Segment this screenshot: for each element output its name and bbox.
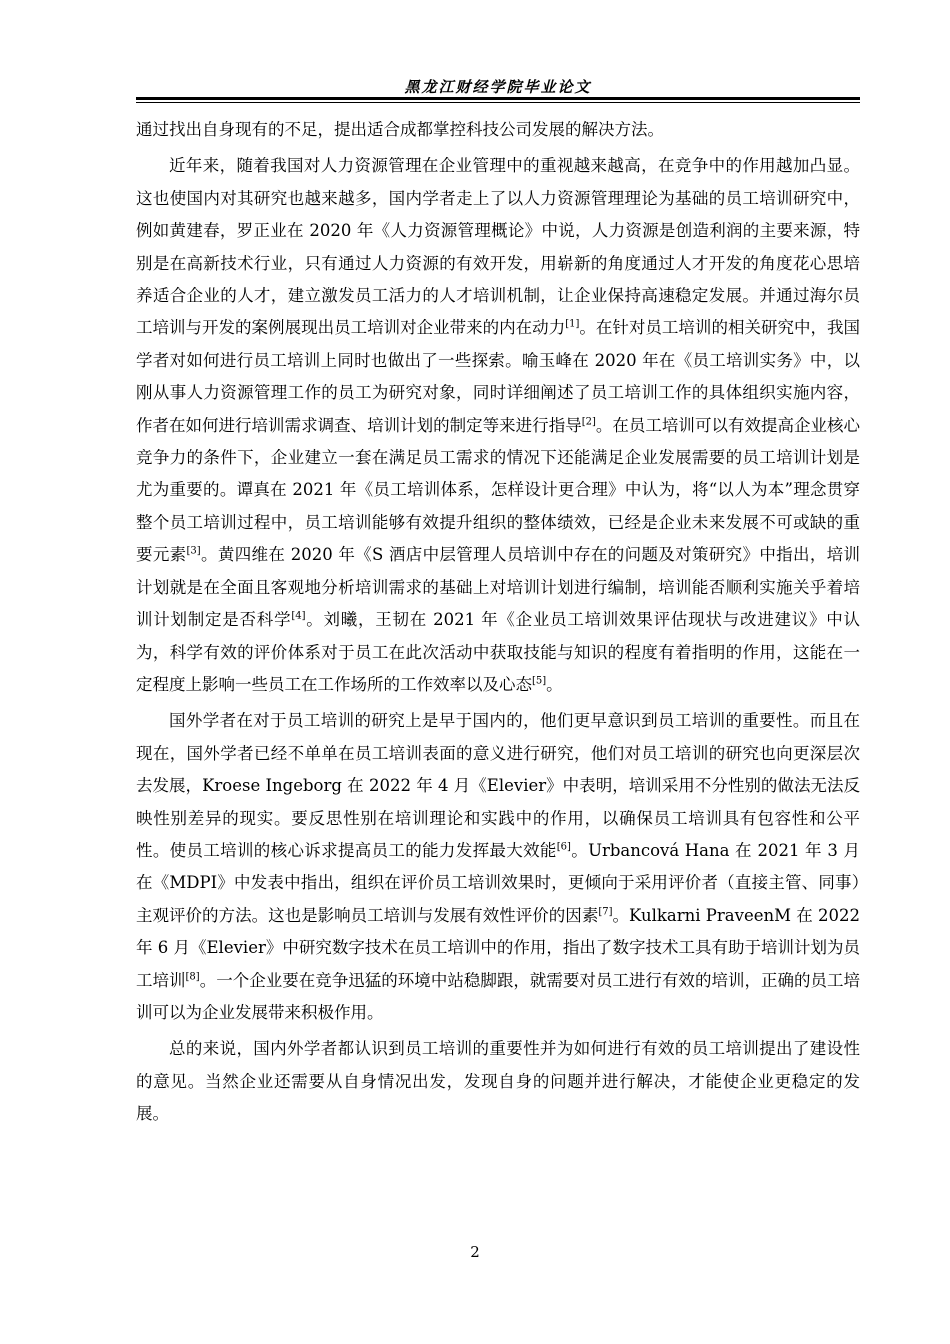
paragraph-1: 通过找出自身现有的不足，提出适合成都掌控科技公司发展的解决方法。 bbox=[136, 120, 664, 139]
paragraph-3: 国外学者在对于员工培训的研究上是早于国内的，他们更早意识到员工培训的重要性。而且在现在，国外学者已经不单单在员工培训表面的意义进行研究，他们对员工培训的研究也向更深层次去发展，Kroese Ingeborg 在 2022 年 4 月《Elevier》中表明，培训采用不分性别的做法无法反映性别差异的现实。要反思性别在培训理论和实践中的作用，以确保员工培训具有包容性和公平性。使员工培训的核心诉求提高员工的能力发挥最大效能[6]。Urbancová Hana 在 2021 年 3 月在《MDPI》中发表中指出，组织在评价员工培训效果时，更倾向于采用评价者（直接主管、同事）主观评价的方法。这也是影响员工培训与发展有效性评价的因素[7]。Kulkarni PraveenM 在 2022 年 6 月《Elevier》中研究数字技术在员工培训中的作用，指出了数字技术工具有助于培训计划为员工培训[8]。一个企业要在竞争迅猛的环境中站稳脚跟，就需要对员工进行有效的培训，正确的员工培训可以为企业发展带来积极作用。 bbox=[136, 711, 861, 1022]
citation-marker: [8] bbox=[185, 971, 200, 983]
header-rule-thin bbox=[136, 102, 860, 103]
citation-marker: [4] bbox=[291, 610, 306, 622]
body-text bbox=[136, 114, 860, 1135]
header-title: 黑龙江财经学院毕业论文 bbox=[404, 78, 592, 96]
paragraph-2: 近年来，随着我国对人力资源管理在企业管理中的重视越来越高，在竞争中的作用越加凸显。这也使国内对其研究也越来越多，国内学者走上了以人力资源管理理论为基础的员工培训研究中，例如黄建春，罗正业在 2020 年《人力资源管理概论》中说，人力资源是创造利润的主要来源，特别是在高新技术行业，只有通过人力资源的有效开发，用崭新的角度通过人才开发的角度花心思培养适合企业的人才，建立激发员工活力的人才培训机制，让企业保持高速稳定发展。并通过海尔员工培训与开发的案例展现出员工培训对企业带来的内在动力[1]。在针对员工培训的相关研究中，我国学者对如何进行员工培训上同时也做出了一些探索。喻玉峰在 2020 年在《员工培训实务》中，以刚从事人力资源管理工作的员工为研究对象，同时详细阐述了员工培训工作的具体组织实施内容，作者在如何进行培训需求调查、培训计划的制定等来进行指导[2]。在员工培训可以有效提高企业核心竞争力的条件下，企业建立一套在满足员工需求的情况下还能满足企业发展需要的员工培训计划是尤为重要的。谭真在 2021 年《员工培训体系，怎样设计更合理》中认为，将“以人为本”理念贯穿整个员工培训过程中，员工培训能够有效提升组织的整体绩效，已经是企业未来发展不可或缺的重要元素[3]。黄四维在 2020 年《S 酒店中层管理人员培训中存在的问题及对策研究》中指出，培训计划就是在全面且客观地分析培训需求的基础上对培训计划进行编制，培训能否顺利实施关乎着培训计划制定是否科学[4]。刘曦，王韧在 2021 年《企业员工培训效果评估现状与改进建议》中认为，科学有效的评价体系对于员工在此次活动中获取技能与知识的程度有着指明的作用，这能在一定程度上影响一些员工在工作场所的工作效率以及心态[5]。 bbox=[136, 156, 861, 694]
citation-marker: [3] bbox=[186, 545, 201, 557]
citation-marker: [1] bbox=[565, 318, 580, 330]
page-header bbox=[136, 70, 860, 102]
citation-marker: [6] bbox=[556, 841, 571, 853]
page-number: 2 bbox=[470, 1243, 480, 1261]
citation-marker: [2] bbox=[581, 416, 596, 428]
citation-marker: [5] bbox=[532, 675, 547, 687]
citation-marker: [7] bbox=[598, 906, 613, 918]
paragraph-4: 总的来说，国内外学者都认识到员工培训的重要性并为如何进行有效的员工培训提出了建设性的意见。当然企业还需要从自身情况出发，发现自身的问题并进行解决，才能使企业更稳定的发展。 bbox=[136, 1039, 860, 1124]
header-rule-thick bbox=[136, 97, 860, 100]
